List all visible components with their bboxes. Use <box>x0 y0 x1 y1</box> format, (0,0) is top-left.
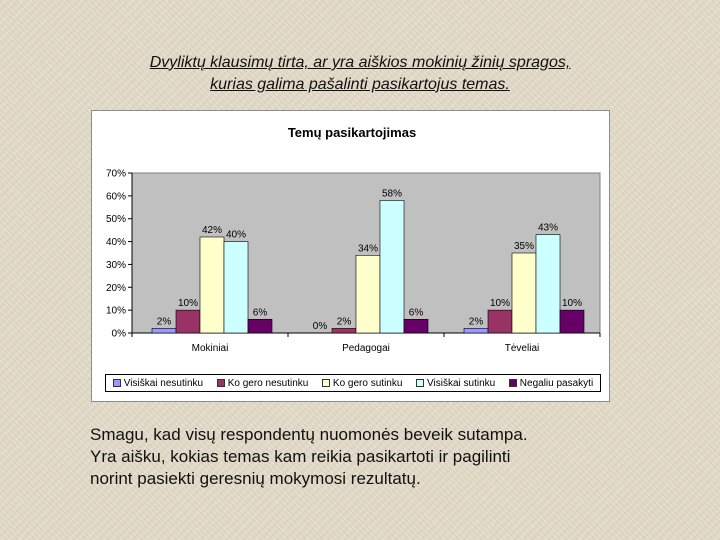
legend-swatch <box>509 379 517 387</box>
data-label: 40% <box>225 229 247 241</box>
legend-label: Ko gero nesutinku <box>227 377 309 389</box>
legend-swatch <box>217 379 225 387</box>
data-label: 10% <box>489 298 511 310</box>
legend-item <box>217 378 309 389</box>
data-label: 10% <box>561 298 583 310</box>
data-label: 2% <box>468 316 484 328</box>
chart-title: Temų pasikartojimas <box>287 125 417 140</box>
slide-title-line-2: kurias galima pašalinti pasikartojus temas. <box>210 76 510 93</box>
y-tick-label: 20% <box>105 282 126 294</box>
slide-title-line-1: Dvyliktų klausimų tirta, ar yra aiškios mokinių žinių spragos, <box>149 54 571 71</box>
data-label: 58% <box>381 188 403 200</box>
data-label: 10% <box>177 298 199 310</box>
y-tick-label: 60% <box>105 191 126 203</box>
caption-line-2: Yra aišku, kokias temas kam reikia pasikartoti ir pagilinti <box>90 447 511 466</box>
legend-label: Ko gero sutinku <box>332 377 403 389</box>
bar <box>332 328 356 333</box>
chart-legend <box>105 374 601 392</box>
legend-label: Visiškai nesutinku <box>123 377 204 389</box>
y-tick-label: 40% <box>105 237 126 249</box>
chart-frame <box>91 110 610 402</box>
bar <box>248 319 272 333</box>
data-label: 2% <box>336 316 352 328</box>
legend-item <box>113 378 203 389</box>
y-tick-label: 30% <box>105 259 126 271</box>
x-tick-label: Mokiniai <box>191 343 229 354</box>
y-tick-label: 10% <box>105 305 126 317</box>
caption <box>90 424 690 490</box>
legend-label: Visiškai sutinku <box>427 377 496 389</box>
x-tick-label: Pedagogai <box>342 343 390 354</box>
legend-swatch <box>416 379 424 387</box>
data-label: 35% <box>513 241 535 252</box>
bar <box>200 237 224 333</box>
data-label: 6% <box>252 307 268 319</box>
x-tick-label: Tėveliai <box>504 343 540 354</box>
y-tick-label: 50% <box>105 214 126 226</box>
y-tick-label: 0% <box>111 328 126 340</box>
y-tick-label: 70% <box>105 168 126 180</box>
legend-swatch <box>322 379 330 387</box>
data-label: 43% <box>537 222 559 234</box>
bar <box>464 328 488 333</box>
data-label: 34% <box>357 243 379 255</box>
data-label: 6% <box>408 307 424 319</box>
bar <box>404 319 428 333</box>
data-label: 42% <box>201 225 223 236</box>
caption-line-3: norint pasiekti geresnių mokymosi rezultatų. <box>90 469 421 488</box>
caption-line-1: Smagu, kad visų respondentų nuomonės beveik sutampa. <box>90 425 528 444</box>
bar-chart <box>92 111 609 401</box>
legend-label: Negaliu pasakyti <box>519 377 594 389</box>
legend-item <box>509 378 593 389</box>
bar <box>356 255 380 333</box>
bar <box>224 242 248 333</box>
legend-swatch <box>113 379 121 387</box>
bar <box>488 310 512 333</box>
bar <box>512 253 536 333</box>
bar <box>380 200 404 333</box>
legend-item <box>416 378 495 389</box>
data-label: 2% <box>156 316 172 328</box>
data-label: 0% <box>312 321 328 332</box>
slide-title <box>40 52 680 96</box>
legend-item <box>322 378 403 389</box>
bar <box>536 235 560 333</box>
bar <box>560 310 584 333</box>
bar <box>152 328 176 333</box>
bar <box>176 310 200 333</box>
